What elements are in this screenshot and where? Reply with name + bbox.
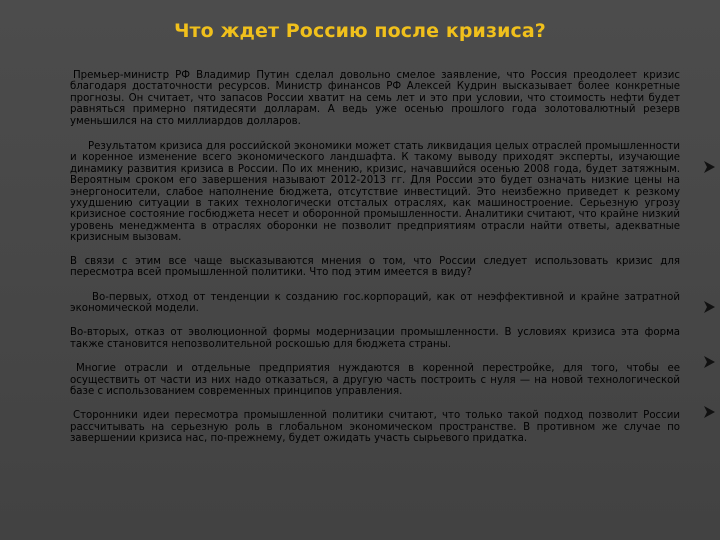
arrow-right-icon — [702, 300, 716, 314]
paragraph-7: Сторонники идеи пересмотра промышленной политики считают, что только такой подход позволит России рассчитывать на серьезную роль в глобальном экономическом пространстве. В противном же случае по завершении кризиса нас, по-прежнему, будет ожидать участь сырьевого придатка. — [70, 410, 680, 445]
paragraph-6: Многие отрасли и отдельные предприятия нуждаются в коренной перестройке, для того, чтобы ее осуществить от части из них надо отказаться, а другую часть построить с нуля — на новой технологической базе с использованием современных принципов управления. — [70, 363, 680, 397]
arrow-right-icon — [702, 355, 716, 369]
paragraph-2: Результатом кризиса для российской экономики может стать ликвидация целых отраслей промышленности и коренное изменение всего экономического ландшафта. К такому выводу приходят эксперты, изучающие динамику развития кризиса в России. По их мнению, кризис, начавшийся осенью 2008 года, будет затяжным. Вероятным сроком его завершения называют 2012-2013 гг. Для России это будет означать низкие цены на энергоносители, слабое наполнение бюджета, отсутствие инвестиций. Это неизбежно приведет к резкому ухудшению ситуации в таких технологически отсталых отраслях, как машиностроение. Серьезную угрозу кризисное состояние госбюджета несет и оборонной промышленности. Аналитики считают, что крайне низкий уровень менеджмента в отраслях оборонки не позволит предприятиям отрасли найти ответы, адекватные кризисным вызовам. — [70, 141, 680, 244]
paragraph-4: Во-первых, отход от тенденции к созданию гос.корпораций, как от неэффективной и крайне затратной экономической модели. — [70, 291, 680, 314]
paragraph-5: Во-вторых, отказ от эволюционной формы модернизации промышленности. В условиях кризиса эта форма также становится непозволительной роскошью для бюджета страны. — [70, 327, 680, 350]
arrow-right-icon — [702, 405, 716, 419]
slide-body — [70, 70, 680, 445]
paragraph-3: В связи с этим все чаще высказываются мнения о том, что России следует использовать кризис для пересмотра всей промышленной политики. Что под этим имеется в виду? — [70, 255, 680, 279]
arrow-right-icon — [702, 160, 716, 174]
paragraph-1: Премьер-министр РФ Владимир Путин сделал довольно смелое заявление, что Россия преодолеет кризис благодаря достаточности ресурсов. Министр финансов РФ Алексей Кудрин высказывает более конкретные прогнозы. Он считает, что запасов России хватит на семь лет и это при условии, что стоимость нефти будет равняться примерно пятидесяти долларам. А ведь уже осенью прошлого года золотовалютный резерв уменьшился на сто миллиардов долларов. — [70, 70, 680, 127]
slide-title: Что ждет Россию после кризиса? — [174, 20, 546, 42]
